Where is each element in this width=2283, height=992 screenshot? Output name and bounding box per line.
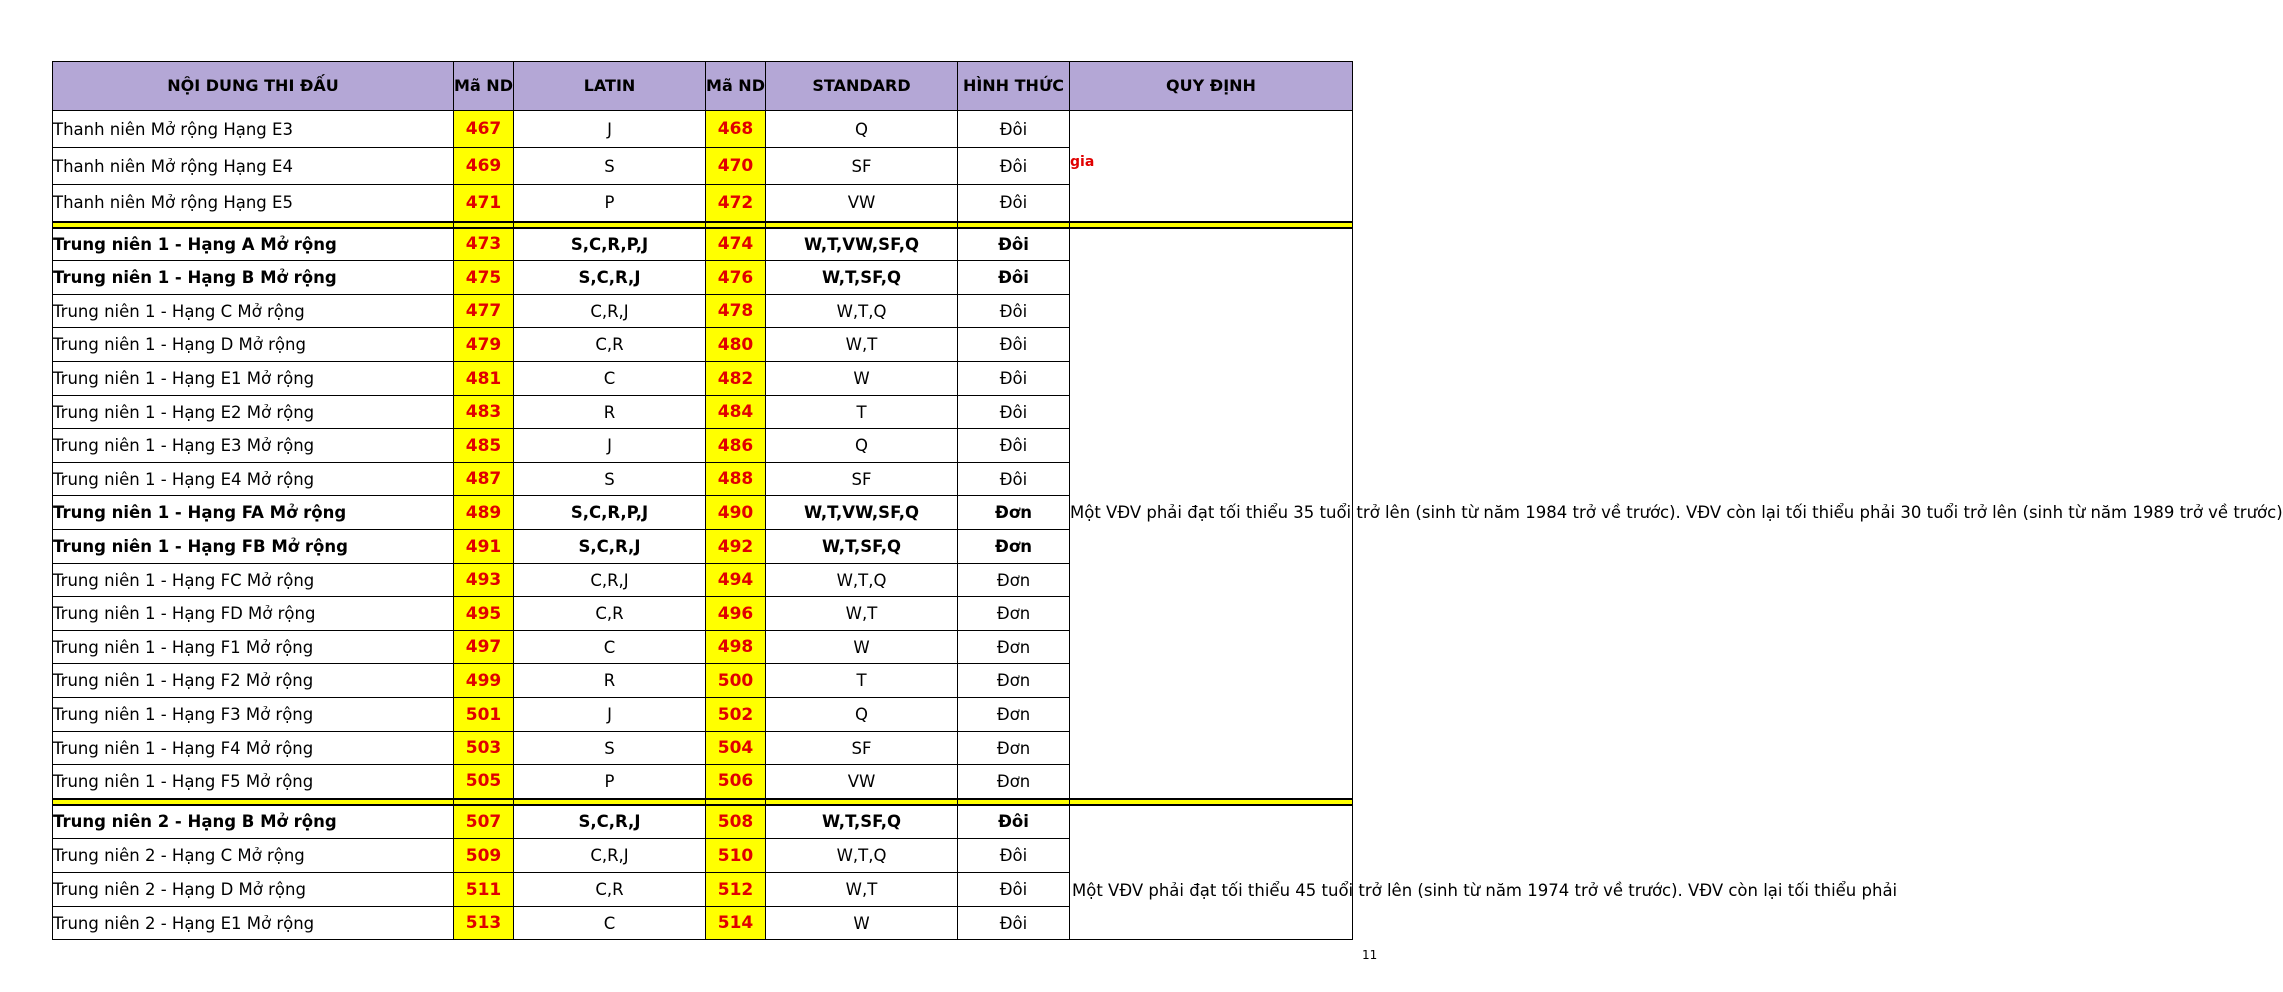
latin-code-cell: 493 [454, 564, 514, 597]
form-cell: Đơn [958, 765, 1070, 799]
standard-code-cell: 506 [706, 765, 766, 799]
form-cell: Đơn [958, 564, 1070, 597]
event-name-cell: Thanh niên Mở rộng Hạng E3 [53, 111, 454, 148]
standard-code-cell: 468 [706, 111, 766, 148]
standard-code-cell: 484 [706, 396, 766, 429]
schedule-table [52, 61, 2283, 940]
latin-code-cell: 481 [454, 362, 514, 396]
rule-text: gia [1070, 153, 1095, 170]
form-cell: Đơn [958, 631, 1070, 664]
standard-code-cell: 476 [706, 261, 766, 295]
event-name-cell: Trung niên 1 - Hạng E2 Mở rộng [53, 396, 454, 429]
form-cell: Đôi [958, 396, 1070, 429]
standard-code-cell: 490 [706, 496, 766, 530]
standard-code-cell: 474 [706, 228, 766, 261]
standard-code-cell: 478 [706, 295, 766, 328]
event-name-cell: Trung niên 1 - Hạng A Mở rộng [53, 228, 454, 261]
latin-code-cell: 499 [454, 664, 514, 698]
latin-dances-cell: S [514, 463, 706, 496]
rule-cell [1070, 805, 1898, 940]
latin-dances-cell: P [514, 185, 706, 222]
latin-dances-cell: C,R [514, 873, 706, 907]
standard-dances-cell: W,T,Q [766, 564, 958, 597]
latin-dances-cell: C [514, 631, 706, 664]
standard-code-cell: 508 [706, 805, 766, 839]
standard-code-cell: 496 [706, 597, 766, 631]
standard-code-cell: 482 [706, 362, 766, 396]
latin-dances-cell: S,C,R,P,J [514, 496, 706, 530]
table-row [53, 805, 1353, 839]
table-row [53, 228, 1353, 261]
event-name-cell: Trung niên 1 - Hạng F1 Mở rộng [53, 631, 454, 664]
latin-code-cell: 483 [454, 396, 514, 429]
form-cell: Đôi [958, 463, 1070, 496]
standard-dances-cell: W [766, 362, 958, 396]
event-name-cell: Trung niên 1 - Hạng B Mở rộng [53, 261, 454, 295]
latin-dances-cell: S,C,R,J [514, 530, 706, 564]
rule-cell: Một VĐV phải đạt tối thiểu 35 tuổi trở lên (sinh từ năm 1984 trở về trước). VĐV còn lại tối thiểu phải 30 tuổi trở lên (sinh từ năm 1989 trở về trước) [1070, 228, 1353, 799]
latin-dances-cell: S,C,R,J [514, 805, 706, 839]
form-cell: Đôi [958, 429, 1070, 463]
form-cell: Đôi [958, 228, 1070, 261]
form-cell: Đơn [958, 597, 1070, 631]
form-cell: Đôi [958, 148, 1070, 185]
standard-dances-cell: Q [766, 698, 958, 732]
form-cell: Đôi [958, 907, 1070, 940]
event-name-cell: Trung niên 1 - Hạng E4 Mở rộng [53, 463, 454, 496]
latin-dances-cell: C,R [514, 328, 706, 362]
latin-dances-cell: S [514, 732, 706, 765]
latin-dances-cell: R [514, 396, 706, 429]
latin-code-cell: 489 [454, 496, 514, 530]
standard-code-cell: 498 [706, 631, 766, 664]
latin-dances-cell: C [514, 362, 706, 396]
form-cell: Đôi [958, 185, 1070, 222]
latin-code-cell: 477 [454, 295, 514, 328]
page-number: 11 [1362, 948, 1378, 962]
standard-code-cell: 510 [706, 839, 766, 873]
form-cell: Đôi [958, 261, 1070, 295]
latin-dances-cell: C [514, 907, 706, 940]
event-name-cell: Trung niên 2 - Hạng C Mở rộng [53, 839, 454, 873]
latin-code-cell: 487 [454, 463, 514, 496]
latin-dances-cell: C,R [514, 597, 706, 631]
event-name-cell: Trung niên 1 - Hạng F2 Mở rộng [53, 664, 454, 698]
standard-dances-cell: VW [766, 765, 958, 799]
latin-dances-cell: S,C,R,P,J [514, 228, 706, 261]
event-name-cell: Trung niên 1 - Hạng F5 Mở rộng [53, 765, 454, 799]
latin-code-cell: 511 [454, 873, 514, 907]
standard-dances-cell: Q [766, 111, 958, 148]
standard-dances-cell: W,T,SF,Q [766, 261, 958, 295]
event-name-cell: Trung niên 1 - Hạng FB Mở rộng [53, 530, 454, 564]
latin-code-cell: 501 [454, 698, 514, 732]
form-cell: Đôi [958, 805, 1070, 839]
rule-cell [1070, 111, 1353, 222]
event-name-cell: Trung niên 1 - Hạng F4 Mở rộng [53, 732, 454, 765]
event-name-cell: Trung niên 2 - Hạng D Mở rộng [53, 873, 454, 907]
standard-dances-cell: SF [766, 463, 958, 496]
latin-code-cell: 479 [454, 328, 514, 362]
standard-code-cell: 472 [706, 185, 766, 222]
standard-dances-cell: T [766, 664, 958, 698]
latin-dances-cell: C,R,J [514, 295, 706, 328]
standard-dances-cell: W,T,VW,SF,Q [766, 228, 958, 261]
latin-dances-cell: C,R,J [514, 564, 706, 597]
table-body [53, 111, 2283, 940]
event-name-cell: Trung niên 1 - Hạng FC Mở rộng [53, 564, 454, 597]
standard-code-cell: 514 [706, 907, 766, 940]
form-cell: Đôi [958, 295, 1070, 328]
event-name-cell: Trung niên 1 - Hạng FD Mở rộng [53, 597, 454, 631]
event-name-cell: Trung niên 2 - Hạng E1 Mở rộng [53, 907, 454, 940]
standard-dances-cell: Q [766, 429, 958, 463]
latin-code-cell: 469 [454, 148, 514, 185]
latin-dances-cell: J [514, 111, 706, 148]
latin-code-cell: 509 [454, 839, 514, 873]
latin-code-cell: 467 [454, 111, 514, 148]
standard-code-cell: 502 [706, 698, 766, 732]
event-name-cell: Trung niên 1 - Hạng FA Mở rộng [53, 496, 454, 530]
latin-dances-cell: S [514, 148, 706, 185]
standard-code-cell: 504 [706, 732, 766, 765]
header-latin: LATIN [514, 62, 706, 111]
event-name-cell: Trung niên 1 - Hạng C Mở rộng [53, 295, 454, 328]
latin-code-cell: 503 [454, 732, 514, 765]
event-name-cell: Thanh niên Mở rộng Hạng E4 [53, 148, 454, 185]
latin-code-cell: 507 [454, 805, 514, 839]
latin-code-cell: 473 [454, 228, 514, 261]
latin-code-cell: 491 [454, 530, 514, 564]
standard-code-cell: 494 [706, 564, 766, 597]
latin-dances-cell: P [514, 765, 706, 799]
standard-dances-cell: W [766, 907, 958, 940]
standard-dances-cell: W,T,SF,Q [766, 805, 958, 839]
rule-text: Một VĐV phải đạt tối thiểu 45 tuổi trở lên (sinh từ năm 1974 trở về trước). VĐV còn lại tối thiểu phải [1072, 880, 1898, 900]
latin-code-cell: 475 [454, 261, 514, 295]
standard-dances-cell: W [766, 631, 958, 664]
latin-code-cell: 495 [454, 597, 514, 631]
standard-dances-cell: SF [766, 148, 958, 185]
header-form: HÌNH THỨC [958, 62, 1070, 111]
standard-dances-cell: W,T [766, 328, 958, 362]
header-code-standard: Mã ND [706, 62, 766, 111]
standard-dances-cell: W,T,SF,Q [766, 530, 958, 564]
standard-code-cell: 486 [706, 429, 766, 463]
latin-dances-cell: C,R,J [514, 839, 706, 873]
header-rule: QUY ĐỊNH [1070, 62, 1353, 111]
form-cell: Đôi [958, 839, 1070, 873]
form-cell: Đơn [958, 496, 1070, 530]
standard-dances-cell: SF [766, 732, 958, 765]
event-name-cell: Trung niên 1 - Hạng E3 Mở rộng [53, 429, 454, 463]
event-name-cell: Trung niên 1 - Hạng F3 Mở rộng [53, 698, 454, 732]
latin-code-cell: 485 [454, 429, 514, 463]
form-cell: Đơn [958, 664, 1070, 698]
event-name-cell: Thanh niên Mở rộng Hạng E5 [53, 185, 454, 222]
standard-code-cell: 512 [706, 873, 766, 907]
latin-dances-cell: J [514, 698, 706, 732]
latin-dances-cell: S,C,R,J [514, 261, 706, 295]
latin-code-cell: 471 [454, 185, 514, 222]
latin-dances-cell: R [514, 664, 706, 698]
standard-dances-cell: T [766, 396, 958, 429]
standard-dances-cell: W,T,Q [766, 295, 958, 328]
standard-dances-cell: W,T,VW,SF,Q [766, 496, 958, 530]
standard-dances-cell: W,T [766, 873, 958, 907]
event-name-cell: Trung niên 2 - Hạng B Mở rộng [53, 805, 454, 839]
standard-code-cell: 500 [706, 664, 766, 698]
latin-code-cell: 497 [454, 631, 514, 664]
form-cell: Đơn [958, 530, 1070, 564]
form-cell: Đôi [958, 111, 1070, 148]
standard-code-cell: 488 [706, 463, 766, 496]
header-row [53, 62, 1353, 111]
event-name-cell: Trung niên 1 - Hạng D Mở rộng [53, 328, 454, 362]
standard-code-cell: 470 [706, 148, 766, 185]
form-cell: Đơn [958, 698, 1070, 732]
form-cell: Đôi [958, 873, 1070, 907]
latin-dances-cell: J [514, 429, 706, 463]
form-cell: Đôi [958, 328, 1070, 362]
standard-dances-cell: W,T,Q [766, 839, 958, 873]
header-code-latin: Mã ND [454, 62, 514, 111]
standard-code-cell: 480 [706, 328, 766, 362]
event-name-cell: Trung niên 1 - Hạng E1 Mở rộng [53, 362, 454, 396]
table-row [53, 111, 1353, 148]
form-cell: Đôi [958, 362, 1070, 396]
standard-code-cell: 492 [706, 530, 766, 564]
header-standard: STANDARD [766, 62, 958, 111]
header-content: NỘI DUNG THI ĐẤU [53, 62, 454, 111]
form-cell: Đơn [958, 732, 1070, 765]
standard-dances-cell: W,T [766, 597, 958, 631]
latin-code-cell: 505 [454, 765, 514, 799]
standard-dances-cell: VW [766, 185, 958, 222]
latin-code-cell: 513 [454, 907, 514, 940]
